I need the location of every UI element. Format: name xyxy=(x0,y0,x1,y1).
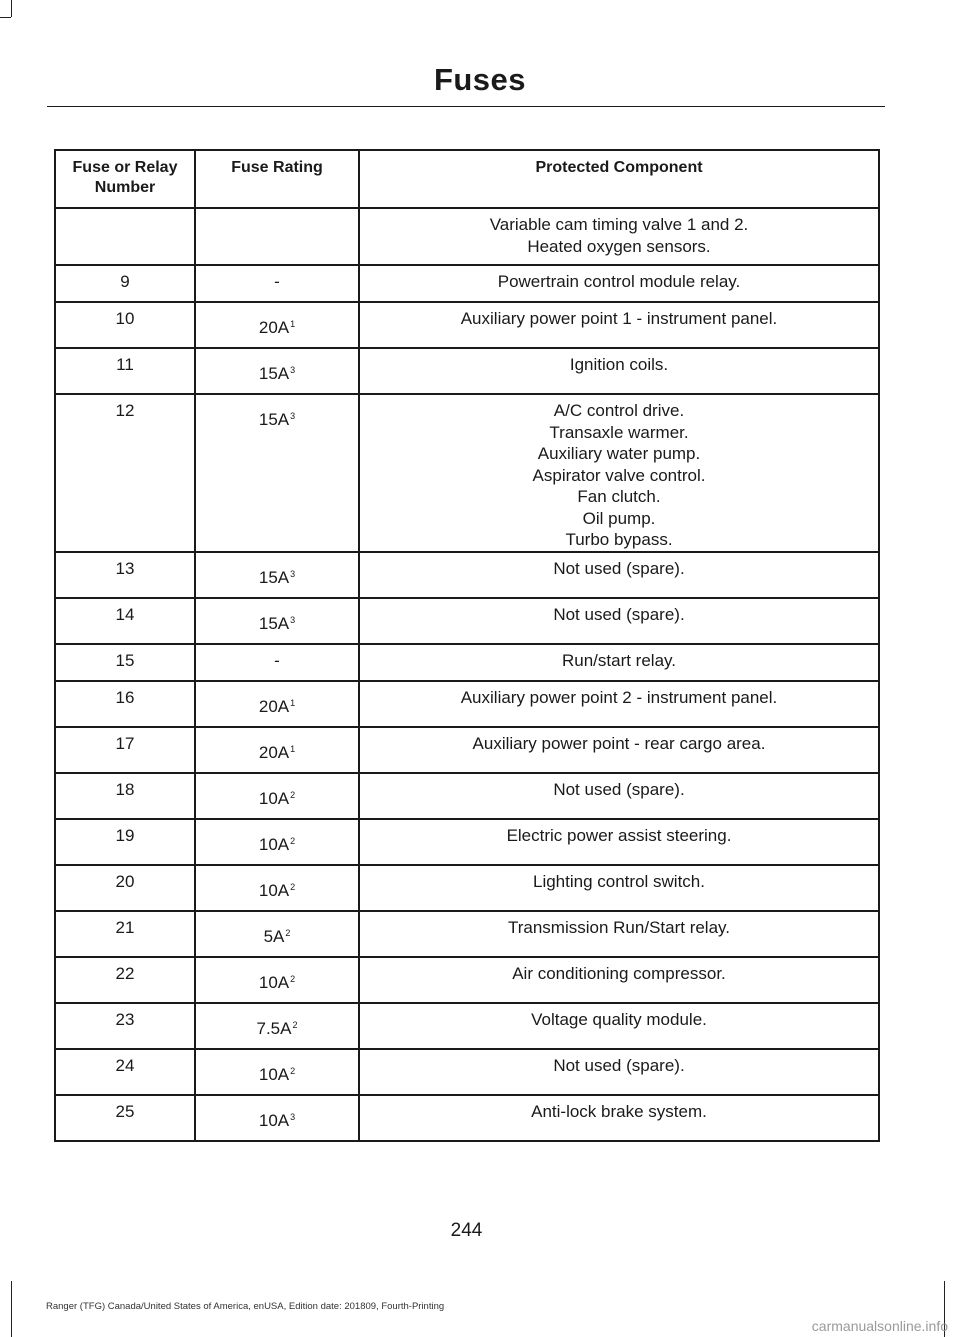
protected-component-list xyxy=(360,599,878,626)
protected-component: Auxiliary water pump. xyxy=(537,444,701,463)
fuse-number: 21 xyxy=(115,917,135,937)
footnote-marker: 2 xyxy=(290,835,296,846)
fuse-number: 25 xyxy=(115,1101,135,1121)
protected-component: Run/start relay. xyxy=(561,650,676,670)
page-footer: Ranger (TFG) Canada/United States of America, enUSA, Edition date: 201809, Fourth-Printing xyxy=(46,1301,445,1312)
protected-component: Heated oxygen sensors. xyxy=(527,236,711,256)
table-row xyxy=(55,819,879,865)
table-row xyxy=(55,865,879,911)
protected-component-cell xyxy=(359,552,879,598)
fuse-number xyxy=(56,209,194,214)
protected-component: Not used (spare). xyxy=(553,1055,685,1075)
protected-component-cell xyxy=(359,727,879,773)
fuse-rating-value: 15A xyxy=(258,364,290,383)
fuse-number: 18 xyxy=(115,779,135,799)
protected-component: Transmission Run/Start relay. xyxy=(507,917,730,937)
table-row xyxy=(55,348,879,394)
page-title: Fuses xyxy=(433,62,527,97)
fuse-rating-cell xyxy=(195,552,359,598)
protected-component: Auxiliary power point 1 - instrument panel. xyxy=(460,309,778,328)
fuse-number: 23 xyxy=(115,1009,135,1029)
footnote-marker: 2 xyxy=(290,973,296,984)
protected-component-list xyxy=(360,728,878,755)
fuse-number-cell xyxy=(55,1049,195,1095)
fuse-number: 15 xyxy=(115,650,135,670)
protected-component: Powertrain control module relay. xyxy=(497,272,741,291)
protected-component-cell xyxy=(359,865,879,911)
protected-component-cell xyxy=(359,302,879,348)
fuse-rating xyxy=(196,266,358,293)
fuse-rating-cell xyxy=(195,644,359,681)
fuse-rating xyxy=(196,349,358,385)
protected-component-list xyxy=(360,553,878,580)
fuse-rating xyxy=(196,553,358,589)
fuse-number-cell xyxy=(55,957,195,1003)
fuse-rating-value: 10A xyxy=(258,788,290,808)
table-row xyxy=(55,1049,879,1095)
protected-component-list xyxy=(360,303,878,330)
protected-component-list xyxy=(360,349,878,376)
fuse-number: 10 xyxy=(115,309,135,328)
protected-component-cell xyxy=(359,394,879,552)
fuse-rating-value: 10A xyxy=(258,880,290,900)
fuse-number: 16 xyxy=(115,687,135,707)
fuse-rating-value: 15A xyxy=(258,567,290,587)
crop-mark xyxy=(11,0,12,17)
table-header-row xyxy=(55,150,879,208)
protected-component-list xyxy=(360,912,878,939)
footnote-marker: 3 xyxy=(290,568,296,579)
protected-component: Not used (spare). xyxy=(553,604,685,624)
protected-component-list xyxy=(360,774,878,801)
fuse-number: 14 xyxy=(115,604,135,624)
title-rule xyxy=(47,106,885,107)
footnote-marker: 3 xyxy=(290,411,296,421)
fuse-number: 22 xyxy=(115,963,135,983)
protected-component: Not used (spare). xyxy=(553,558,685,578)
fuse-rating xyxy=(196,682,358,718)
protected-component: Turbo bypass. xyxy=(565,530,673,549)
table-row xyxy=(55,302,879,348)
fuse-rating-value: 15A xyxy=(258,613,290,633)
fuse-rating-value: - xyxy=(274,272,280,291)
footnote-marker: 3 xyxy=(290,1111,296,1122)
protected-component: Air conditioning compressor. xyxy=(512,963,726,983)
fuse-rating-value: 10A xyxy=(258,1064,290,1084)
fuse-rating-value: 10A xyxy=(258,1110,290,1130)
fuse-number-cell xyxy=(55,552,195,598)
footnote-marker: 2 xyxy=(285,927,291,938)
table-row xyxy=(55,957,879,1003)
fuse-rating-value: - xyxy=(274,650,280,670)
fuse-rating-value: 5A xyxy=(263,926,285,946)
footnote-marker: 1 xyxy=(290,743,296,754)
protected-component: Anti-lock brake system. xyxy=(531,1101,707,1121)
header-protected-component: Protected Component xyxy=(359,150,879,208)
footnote-marker: 3 xyxy=(290,614,296,625)
protected-component: A/C control drive. xyxy=(553,401,685,420)
footnote-marker: 1 xyxy=(290,319,296,329)
protected-component-cell xyxy=(359,1095,879,1141)
protected-component-cell xyxy=(359,681,879,727)
fuse-rating xyxy=(196,958,358,994)
fuse-rating-cell xyxy=(195,1049,359,1095)
protected-component-cell xyxy=(359,1049,879,1095)
protected-component-cell xyxy=(359,911,879,957)
table-row xyxy=(55,727,879,773)
fuse-number: 11 xyxy=(116,355,134,374)
fuse-number-cell xyxy=(55,644,195,681)
fuse-number-cell xyxy=(55,681,195,727)
fuse-rating-value: 20A xyxy=(258,318,290,337)
protected-component: Auxiliary power point - rear cargo area. xyxy=(472,733,766,753)
fuse-rating-cell xyxy=(195,911,359,957)
fuse-rating-cell xyxy=(195,302,359,348)
fuse-number: 13 xyxy=(115,558,135,578)
fuse-rating xyxy=(196,728,358,764)
fuse-rating-value: 20A xyxy=(258,742,290,762)
table-row xyxy=(55,1095,879,1141)
protected-component: Ignition coils. xyxy=(569,355,669,374)
protected-component-cell xyxy=(359,819,879,865)
protected-component-list xyxy=(360,1050,878,1077)
fuse-rating xyxy=(196,395,358,431)
footnote-marker: 1 xyxy=(290,697,296,708)
protected-component-list xyxy=(360,682,878,709)
protected-component-cell xyxy=(359,957,879,1003)
fuse-rating-cell xyxy=(195,394,359,552)
fuse-rating-cell xyxy=(195,957,359,1003)
fuse-number-cell xyxy=(55,727,195,773)
crop-mark xyxy=(11,1281,12,1337)
fuse-table xyxy=(54,149,880,1142)
protected-component-list xyxy=(360,958,878,985)
fuse-rating xyxy=(196,303,358,339)
fuse-rating xyxy=(196,1096,358,1132)
fuse-rating xyxy=(196,645,358,672)
table-row xyxy=(55,598,879,644)
fuse-rating-cell xyxy=(195,265,359,302)
fuse-rating-cell xyxy=(195,208,359,265)
table-row xyxy=(55,644,879,681)
fuse-rating xyxy=(196,774,358,810)
fuse-number-cell xyxy=(55,348,195,394)
fuse-number: 17 xyxy=(115,733,135,753)
protected-component: Auxiliary power point 2 - instrument panel. xyxy=(460,687,778,707)
fuse-rating xyxy=(196,912,358,948)
fuse-rating xyxy=(196,599,358,635)
table-row xyxy=(55,1003,879,1049)
fuse-table-body xyxy=(55,208,879,1141)
fuse-number-cell xyxy=(55,1095,195,1141)
protected-component: Transaxle warmer. xyxy=(549,422,689,442)
table-row xyxy=(55,552,879,598)
page-number: 244 xyxy=(450,1220,483,1241)
protected-component-cell xyxy=(359,348,879,394)
fuse-rating xyxy=(196,820,358,856)
fuse-rating-cell xyxy=(195,865,359,911)
fuse-rating xyxy=(196,1050,358,1086)
protected-component: Not used (spare). xyxy=(553,779,685,799)
protected-component-list xyxy=(360,209,878,257)
protected-component-cell xyxy=(359,598,879,644)
table-row xyxy=(55,265,879,302)
footnote-marker: 3 xyxy=(290,365,296,375)
protected-component-cell xyxy=(359,1003,879,1049)
crop-mark xyxy=(0,17,11,18)
fuse-rating-cell xyxy=(195,727,359,773)
fuse-rating xyxy=(196,1004,358,1040)
protected-component: Voltage quality module. xyxy=(531,1009,707,1029)
protected-component-list xyxy=(360,1096,878,1123)
header-fuse-number: Fuse or Relay Number xyxy=(55,150,195,208)
fuse-number-cell xyxy=(55,911,195,957)
protected-component-list xyxy=(360,866,878,893)
fuse-number-cell xyxy=(55,819,195,865)
fuse-number-cell xyxy=(55,394,195,552)
protected-component: Aspirator valve control. xyxy=(532,465,706,485)
fuse-rating-value: 10A xyxy=(258,972,290,992)
protected-component: Oil pump. xyxy=(582,508,656,528)
fuse-number: 24 xyxy=(115,1055,135,1075)
footnote-marker: 2 xyxy=(292,1019,298,1030)
protected-component-cell xyxy=(359,265,879,302)
footnote-marker: 2 xyxy=(290,881,296,892)
protected-component: Fan clutch. xyxy=(577,487,661,506)
fuse-rating-value: 7.5A xyxy=(256,1018,292,1038)
fuse-number-cell xyxy=(55,208,195,265)
fuse-rating-cell xyxy=(195,773,359,819)
protected-component-list xyxy=(360,645,878,672)
fuse-rating-cell xyxy=(195,681,359,727)
fuse-number: 19 xyxy=(115,825,135,845)
fuse-rating-value: 10A xyxy=(258,834,290,854)
fuse-rating-value: 20A xyxy=(258,696,290,716)
fuse-rating xyxy=(196,209,358,214)
footnote-marker: 2 xyxy=(290,789,296,800)
fuse-rating-cell xyxy=(195,819,359,865)
fuse-number: 9 xyxy=(120,272,130,291)
fuse-number: 12 xyxy=(115,401,135,420)
fuse-rating xyxy=(196,866,358,902)
fuse-number-cell xyxy=(55,1003,195,1049)
protected-component: Lighting control switch. xyxy=(533,871,705,891)
table-row xyxy=(55,394,879,552)
table-row xyxy=(55,773,879,819)
fuse-number-cell xyxy=(55,865,195,911)
table-row xyxy=(55,911,879,957)
watermark: carmanualsonline.info xyxy=(811,1318,948,1334)
protected-component-list xyxy=(360,395,878,551)
fuse-rating-cell xyxy=(195,1095,359,1141)
fuse-number-cell xyxy=(55,773,195,819)
fuse-number-cell xyxy=(55,302,195,348)
table-row xyxy=(55,208,879,265)
protected-component-list xyxy=(360,266,878,293)
fuse-rating-cell xyxy=(195,598,359,644)
protected-component: Electric power assist steering. xyxy=(506,825,732,845)
fuse-rating-value: 15A xyxy=(258,410,290,429)
fuse-rating-cell xyxy=(195,348,359,394)
protected-component: Variable cam timing valve 1 and 2. xyxy=(489,215,749,234)
fuse-number: 20 xyxy=(115,871,135,891)
footnote-marker: 2 xyxy=(290,1065,296,1076)
protected-component-list xyxy=(360,820,878,847)
table-row xyxy=(55,681,879,727)
fuse-rating-cell xyxy=(195,1003,359,1049)
protected-component-cell xyxy=(359,773,879,819)
protected-component-list xyxy=(360,1004,878,1031)
protected-component-cell xyxy=(359,644,879,681)
fuse-number-cell xyxy=(55,265,195,302)
fuse-number-cell xyxy=(55,598,195,644)
protected-component-cell xyxy=(359,208,879,265)
header-fuse-rating: Fuse Rating xyxy=(195,150,359,208)
